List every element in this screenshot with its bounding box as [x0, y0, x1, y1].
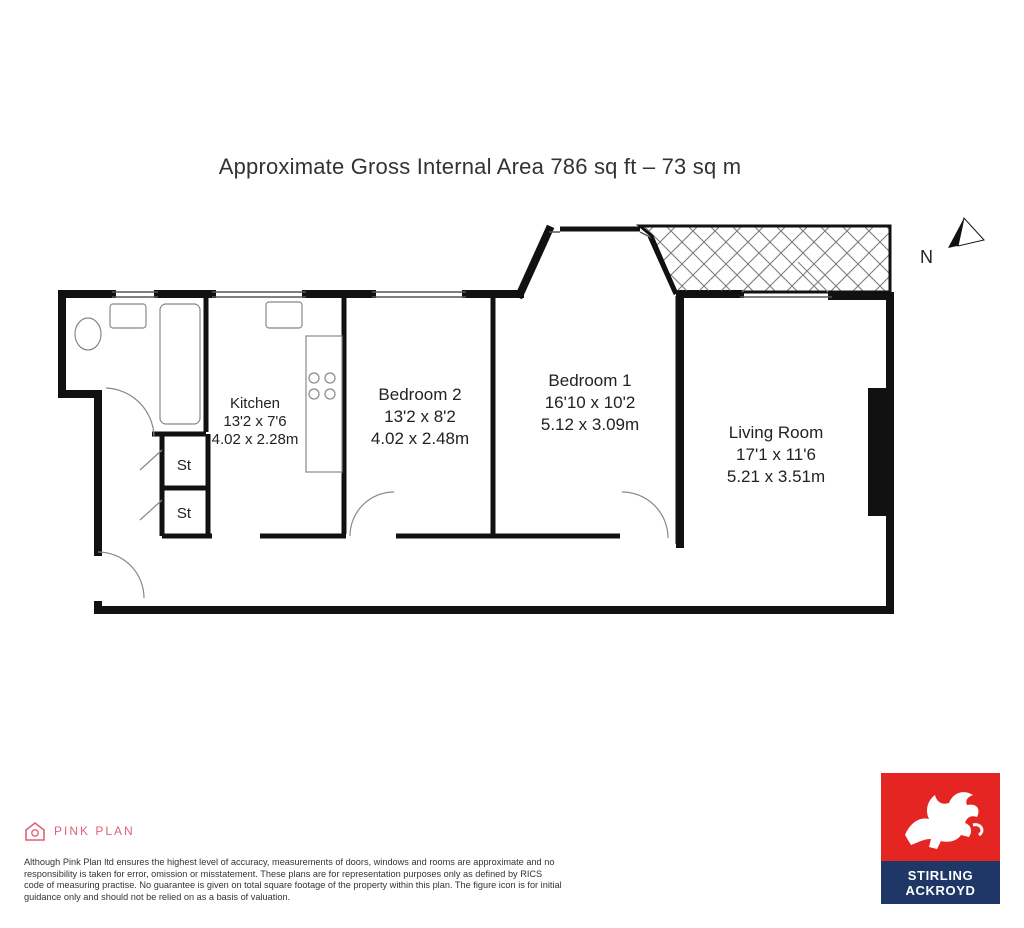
griffin-icon — [881, 773, 1000, 861]
house-icon — [24, 820, 46, 842]
outer-wall-top-right — [680, 294, 740, 544]
bedroom1-imperial: 16'10 x 10'2 — [544, 393, 636, 412]
kitchen-name: Kitchen — [229, 395, 281, 412]
hob-icon — [309, 373, 319, 383]
bay-left — [520, 230, 549, 294]
basin-icon — [110, 304, 146, 328]
door-arc — [350, 492, 394, 536]
disclaimer: Although Pink Plan ltd ensures the highest level of accuracy, measurements of doors, windows and rooms are approximate and no responsibility is taken for error, omission or misstatement. These plans are for representation purposes only as defined by RICS code of measuring practise. No guarantee is given on total square footage of the property within this plan. The figure icon is for initial guidance only and should not be relied on as a basis of valuation. — [24, 857, 562, 902]
door-arc — [106, 388, 154, 436]
door-arc — [98, 552, 144, 598]
floor-area-title: Approximate Gross Internal Area 786 sq ft – 73 sq m — [218, 154, 742, 179]
bedroom1-name: Bedroom 1 — [548, 371, 632, 390]
door-arc — [622, 492, 668, 538]
store-label: St — [176, 505, 192, 522]
compass-label: N — [920, 247, 933, 267]
brand-line2: ACKROYD — [905, 882, 976, 898]
kitchen-metric: 4.02 x 2.28m — [211, 431, 299, 448]
living-imperial: 17'1 x 11'6 — [736, 445, 816, 464]
stirling-ackroyd-logo — [881, 773, 1000, 904]
pinkplan-logo — [24, 820, 135, 842]
pinkplan-label: PINK PLAN — [54, 824, 135, 838]
bath-icon — [160, 304, 200, 424]
fireplace — [868, 388, 888, 516]
bedroom2-metric: 4.02 x 2.48m — [370, 429, 470, 448]
worktop-icon — [306, 336, 342, 472]
bedroom2-name: Bedroom 2 — [378, 385, 462, 404]
window — [372, 292, 466, 297]
living-name: Living Room — [728, 423, 824, 442]
brand-line1: STIRLING — [907, 867, 974, 883]
outer-wall-left — [62, 294, 98, 552]
store-label: St — [176, 457, 192, 474]
balcony — [640, 226, 890, 292]
bedroom1-metric: 5.12 x 3.09m — [540, 415, 640, 434]
bedroom2-imperial: 13'2 x 8'2 — [384, 407, 456, 426]
door-arc — [140, 450, 162, 520]
sink-icon — [266, 302, 302, 328]
living-metric: 5.21 x 3.51m — [726, 467, 826, 486]
window — [549, 232, 652, 238]
toilet-icon — [75, 318, 101, 350]
window — [212, 292, 306, 297]
window — [112, 292, 158, 297]
kitchen-imperial: 13'2 x 7'6 — [223, 413, 287, 430]
compass-icon — [948, 218, 984, 248]
